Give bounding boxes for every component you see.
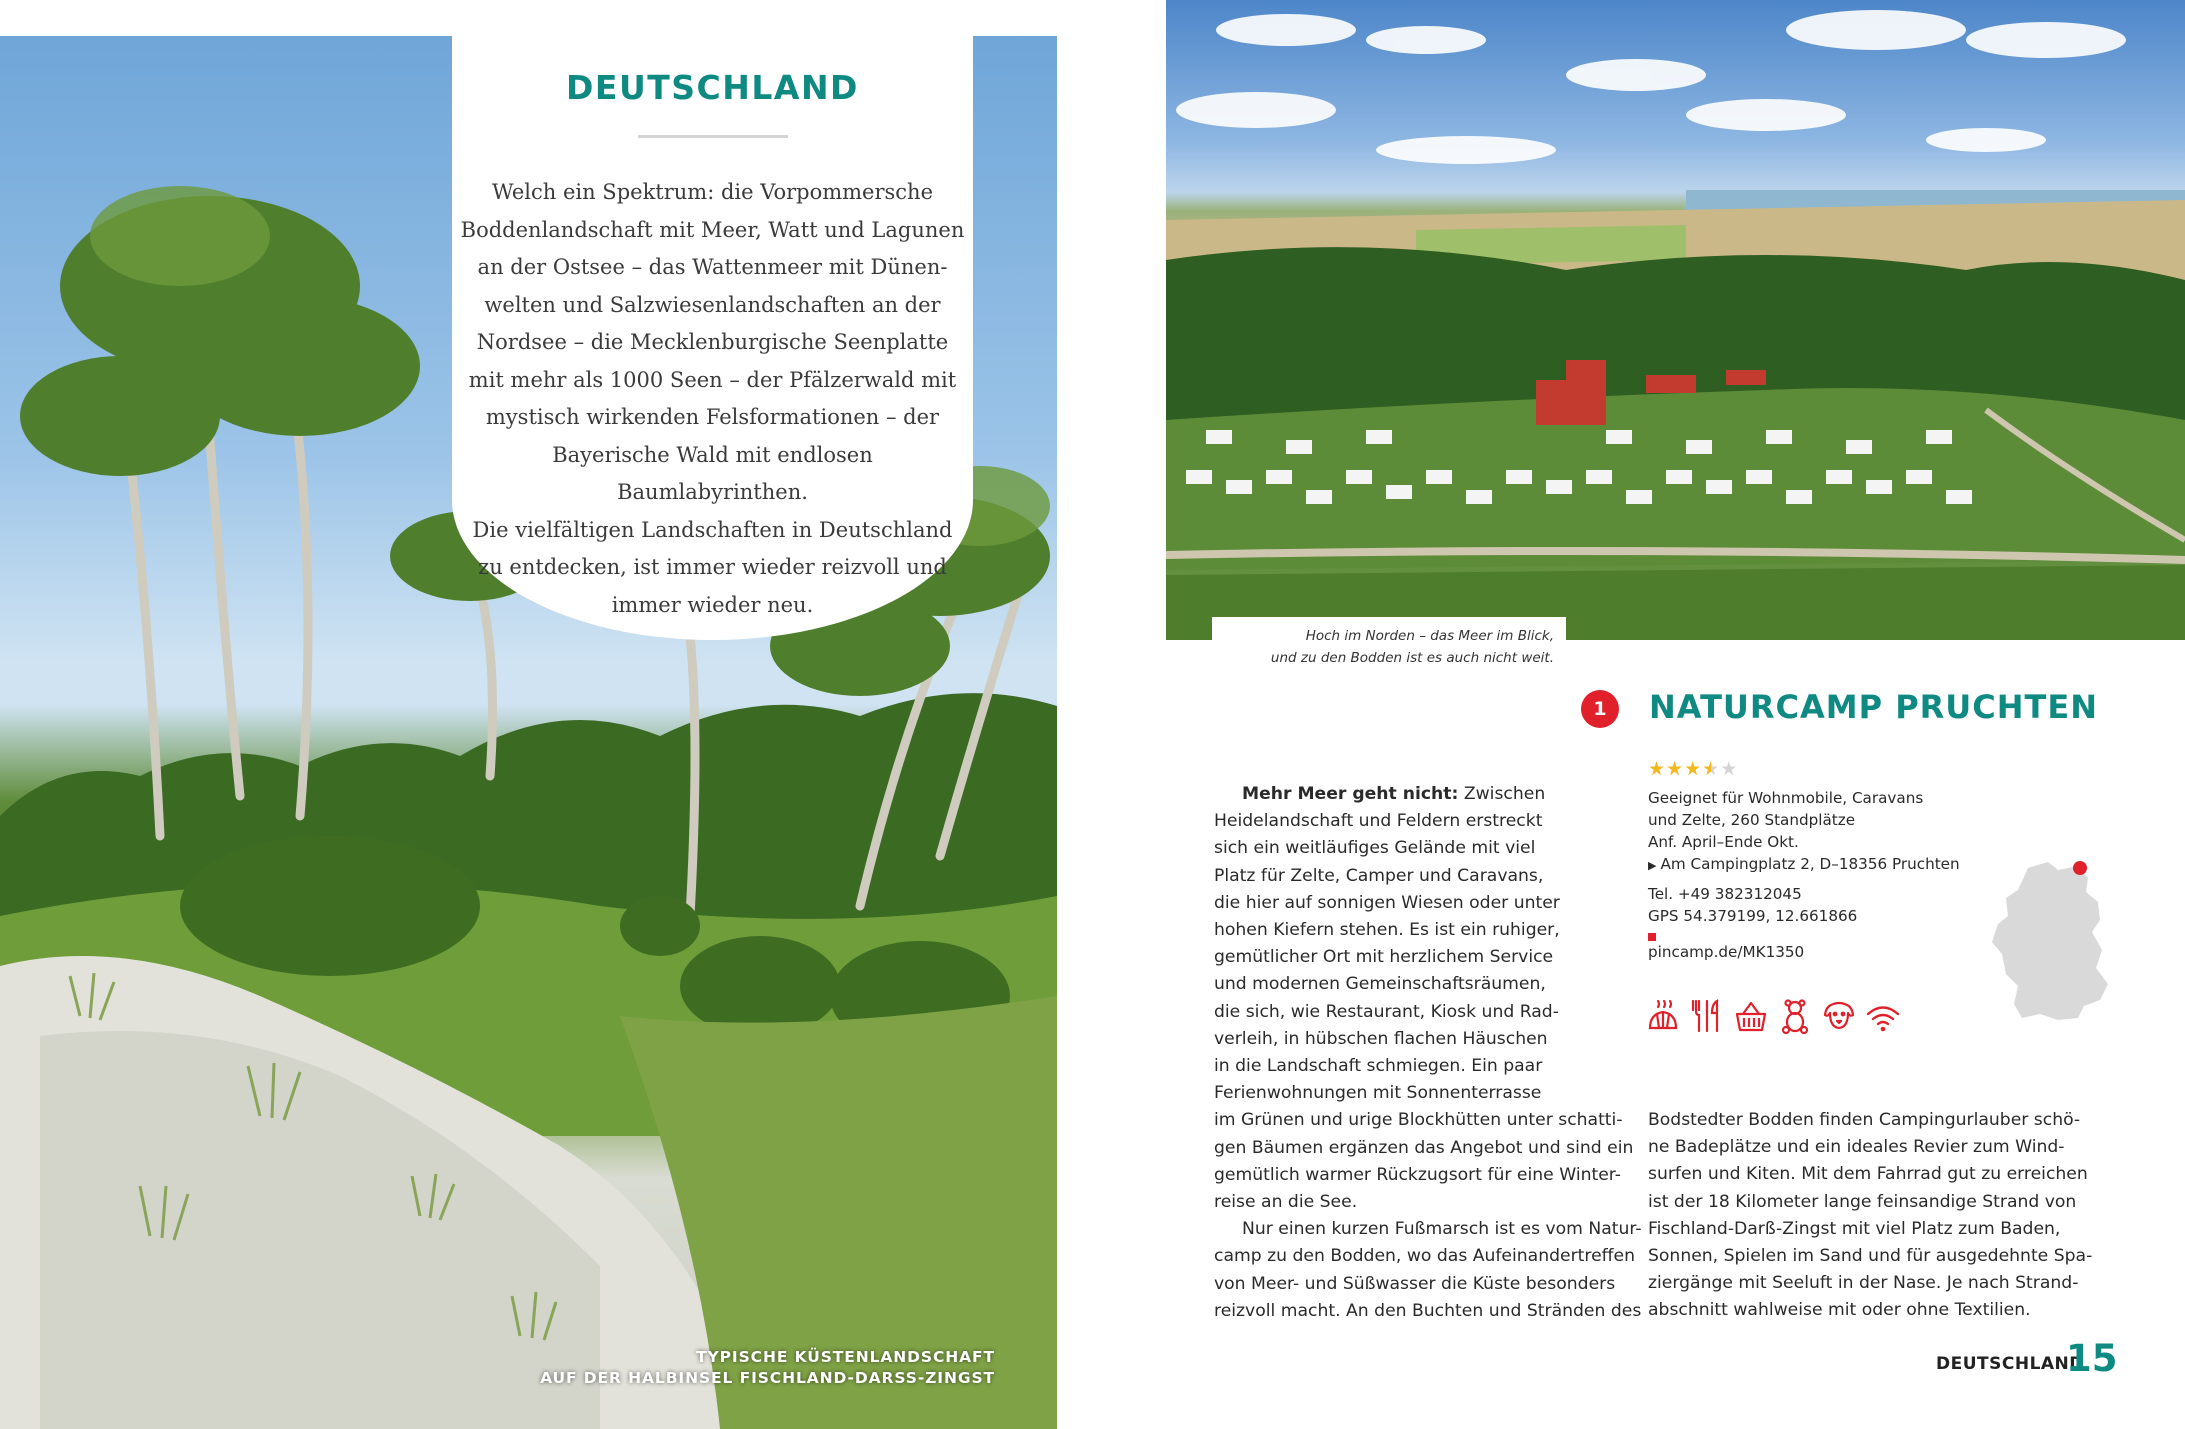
body-line: Heidelandschaft und Feldern erstreckt <box>1214 811 1543 832</box>
intro-card <box>452 36 973 640</box>
empty-star-icon: ★ <box>1720 759 1739 780</box>
aerial-caption-line-1: Hoch im Norden – das Meer im Blick, <box>1305 628 1554 644</box>
body-line: camp zu den Bodden, wo das Aufeinandertreffen <box>1214 1246 1635 1267</box>
season-text: Anf. April–Ende Okt. <box>1648 833 1799 851</box>
red-square-bullet-icon <box>1648 933 1656 941</box>
star-icon: ★ <box>1666 759 1685 780</box>
lead-in-bold: Mehr Meer geht nicht: <box>1242 784 1459 804</box>
capacity-text: und Zelte, 260 Standplätze <box>1648 811 1856 829</box>
dogs-allowed-icon <box>1822 996 1856 1036</box>
body-line: und modernen Gemeinschaftsräumen, <box>1214 974 1546 995</box>
half-star-icon: ★ <box>1702 759 1721 780</box>
kids-teddy-icon <box>1778 996 1812 1036</box>
bakery-icon <box>1646 996 1680 1036</box>
location-marker-icon <box>2073 861 2087 875</box>
body-line: Nur einen kurzen Fußmarsch ist es vom Natur- <box>1242 1219 1642 1240</box>
body-line: reise an die See. <box>1214 1192 1358 1213</box>
body-line: sich ein weitläufiges Gelände mit viel <box>1214 838 1536 859</box>
body-text-left-column <box>1214 781 1642 1325</box>
body-line: Bodstedter Bodden finden Campingurlauber schö- <box>1648 1110 2081 1130</box>
intro-line: Nordsee – die Mecklenburgische Seenplatte <box>476 330 949 354</box>
body-line: hohen Kiefern stehen. Es ist ein ruhiger, <box>1214 920 1560 941</box>
address-text: Am Campingplatz 2, D–18356 Pruchten <box>1660 855 1960 873</box>
body-line: reizvoll macht. An den Buchten und Stränden des <box>1214 1300 1642 1321</box>
body-line: gen Bäumen ergänzen das Angebot und sind ein <box>1214 1137 1634 1158</box>
body-line: verleih, in hübschen flachen Häuschen <box>1214 1028 1548 1049</box>
footer-section-label: DEUTSCHLAND <box>1936 1354 2084 1374</box>
wifi-icon <box>1866 996 1900 1036</box>
body-line: Sonnen, Spielen im Sand und für ausgedehnte Spa- <box>1648 1246 2093 1267</box>
photo-caption-line-2: AUF DER HALBINSEL FISCHLAND-DARSS-ZINGST <box>540 1369 995 1387</box>
body-line: Platz für Zelte, Camper und Caravans, <box>1214 865 1544 886</box>
aerial-caption-line-2: und zu den Bodden ist es auch nicht weit. <box>1270 650 1554 666</box>
star-rating <box>1648 758 1978 781</box>
body-line: surfen und Kiten. Mit dem Fahrrad gut zu erreichen <box>1648 1164 2088 1185</box>
aerial-campsite-illustration <box>1166 0 2185 640</box>
germany-map-locator <box>1988 858 2128 1028</box>
body-line: die sich, wie Restaurant, Kiosk und Rad- <box>1214 1001 1559 1022</box>
web-link-line[interactable] <box>1648 933 1978 963</box>
intro-line: welten und Salzwiesenlandschaften an der <box>484 292 941 317</box>
intro-line: zu entdecken, ist immer wieder reizvoll und <box>478 555 947 579</box>
aerial-photo-caption <box>1212 617 1566 672</box>
body-line: abschnitt wahlweise mit oder ohne Textilien. <box>1648 1300 2031 1321</box>
body-first-line <box>1214 781 1624 808</box>
campsite-title: NATURCAMP PRUCHTEN <box>1649 688 2099 726</box>
germany-outline <box>1992 862 2108 1020</box>
suitability-text: Geeignet für Wohnmobile, Caravans <box>1648 789 1924 807</box>
restaurant-icon <box>1690 996 1724 1036</box>
amenity-icons <box>1646 996 1900 1036</box>
body-line: in die Landschaft schmiegen. Ein paar <box>1214 1056 1543 1077</box>
body-line: ne Badeplätze und ein ideales Revier zum Wind- <box>1648 1137 2065 1158</box>
intro-line: mystisch wirkenden Felsformationen – der <box>485 405 940 429</box>
star-icon: ★ <box>1684 759 1703 780</box>
body-text-right-column <box>1648 1107 2093 1325</box>
web-link[interactable]: pincamp.de/MK1350 <box>1648 943 1805 961</box>
photo-caption <box>540 1347 995 1389</box>
page-number: 15 <box>2066 1337 2118 1380</box>
intro-line: Bayerische Wald mit endlosen Baumlabyrinthen. <box>552 442 873 504</box>
body-line: ziergänge mit Seeluft in der Nase. Je nach Strand- <box>1648 1273 2079 1294</box>
intro-divider <box>638 135 788 138</box>
shop-basket-icon <box>1734 996 1768 1036</box>
body-line: von Meer- und Süßwasser die Küste besonders <box>1214 1273 1616 1294</box>
campsite-info-box <box>1648 758 1978 963</box>
intro-line: Welch ein Spektrum: die Vorpommersche <box>491 180 934 204</box>
intro-line: Boddenlandschaft mit Meer, Watt und Lagunen <box>460 217 965 242</box>
body-line: im Grünen und urige Blockhütten unter schatti- <box>1214 1110 1623 1131</box>
intro-line: immer wieder neu. <box>611 592 814 617</box>
intro-title: DEUTSCHLAND <box>566 68 859 107</box>
body-line: Ferienwohnungen mit Sonnenterrasse <box>1214 1083 1542 1104</box>
campsite-facts <box>1648 787 1978 963</box>
body-line: gemütlich warmer Rückzugsort für eine Winter- <box>1214 1164 1621 1185</box>
body-line: Fischland-Darß-Zingst mit viel Platz zum Baden, <box>1648 1218 2061 1239</box>
intro-line: mit mehr als 1000 Seen – der Pfälzerwald mit <box>468 367 957 392</box>
star-icon: ★ <box>1648 759 1667 780</box>
phone-text: Tel. +49 382312045 <box>1648 885 1802 903</box>
gps-text: GPS 54.379199, 12.661866 <box>1648 907 1858 925</box>
body-line: die hier auf sonnigen Wiesen oder unter <box>1214 892 1560 913</box>
pointer-triangle-icon: ▶ <box>1648 859 1657 872</box>
body-line: gemütlicher Ort mit herzlichem Service <box>1214 947 1554 968</box>
intro-line: an der Ostsee – das Wattenmeer mit Dünen- <box>477 255 948 279</box>
entry-number-badge: 1 <box>1581 690 1619 728</box>
aerial-campsite-photo <box>1166 0 2185 640</box>
intro-line: Die vielfältigen Landschaften in Deutschland <box>472 517 953 542</box>
body-line: ist der 18 Kilometer lange feinsandige Strand von <box>1648 1191 2077 1212</box>
intro-text <box>452 174 973 624</box>
lead-continuation: Zwischen <box>1458 784 1546 804</box>
photo-caption-line-1: TYPISCHE KÜSTENLANDSCHAFT <box>696 1348 995 1366</box>
address-line <box>1648 853 1978 877</box>
